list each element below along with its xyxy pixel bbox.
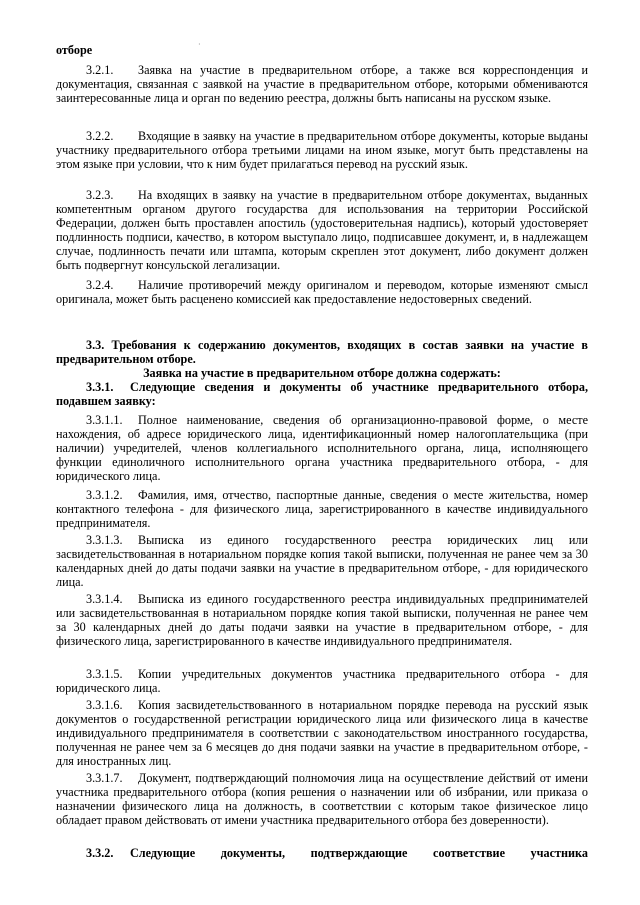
clause-text: Фамилия, имя, отчество, паспортные данные, сведения о месте жительства, номер контактного телефона - для физического лица, зарегистрированного в качестве индивидуального предпринимателя. <box>56 488 588 530</box>
paragraph-3-3-1 <box>56 380 588 408</box>
clause-text: Наличие противоречий между оригиналом и переводом, которые изменяют смысл оригинала, может быть расценено комиссией как предоставление недостоверных сведений. <box>56 278 588 306</box>
paragraph-3-2-1 <box>56 63 588 105</box>
paragraph-3-2-2 <box>56 129 588 171</box>
clause-number: 3.3.1.5. <box>86 667 123 681</box>
clause-text: Выписка из единого государственного реестра индивидуальных предпринимателей или засвидетельствованная в нотариальном порядке копия такой выписки, полученная не ранее чем за 30 календарных дней до даты подачи заявки на участие в предварительном отборе, - для физического лица, зарегистрированного в качестве индивидуального предпринимателя. <box>56 592 588 648</box>
clause-text: Выписка из единого государственного реестра юридических лиц или засвидетельствованная в нотариальном порядке копия такой выписки, полученная не ранее чем за 30 календарных дней до даты подачи заявки на участие в предварительном отборе, - для юридического лица. <box>56 533 588 589</box>
heading-tail: отборе <box>56 43 93 57</box>
section-3-3-heading <box>56 338 588 380</box>
clause-text: Следующие документы, подтверждающие соответствие участника <box>130 846 588 860</box>
clause-number: 3.2.1. <box>86 63 114 77</box>
clause-text: Входящие в заявку на участие в предварительном отборе документы, которые выданы участнику предварительного отбора третьими лицами на ином языке, могут быть представлены на этом языке при условии, что к ним будет прилагаться перевод на русский язык. <box>56 129 588 171</box>
clause-number: 3.3.1.3. <box>86 533 123 547</box>
clause-text: Следующие сведения и документы об участнике предварительного отбора, подавшем заявку: <box>56 380 588 408</box>
clause-number: 3.3.1.2. <box>86 488 123 502</box>
clause-number: 3.3.1.1. <box>86 413 123 427</box>
paragraph-3-3-1-7 <box>56 771 588 827</box>
paragraph-3-3-1-2 <box>56 488 588 530</box>
paragraph-3-3-1-4 <box>56 592 588 648</box>
paragraph-3-3-1-3 <box>56 533 588 589</box>
clause-text: Копии учредительных документов участника предварительного отбора - для юридического лица. <box>56 667 588 695</box>
paragraph-3-2-3 <box>56 188 588 272</box>
section-title: 3.3. Требования к содержанию документов, входящих в состав заявки на участие в предварительном отборе. <box>56 338 588 366</box>
clause-text: Документ, подтверждающий полномочия лица на осуществление действий от имени участника предварительного отбора (копия решения о назначении или об избрании, или приказа о назначении физического лица на должность, в соответствии с которым такое физическое лицо обладает правом действовать от имени участника предварительного отбора без доверенности). <box>56 771 588 827</box>
paragraph-3-3-1-6 <box>56 698 588 768</box>
clause-text: Копия засвидетельствованного в нотариальном порядке перевода на русский язык документов о государственной регистрации юридического лица или физического лица в качестве индивидуального предпринимателя в соответствии с законодательством иностранного государства, полученная не ранее чем за 6 месяцев до дня подачи заявки на участие в предварительном отборе, - для иностранных лиц. <box>56 698 588 768</box>
clause-number: 3.3.1.7. <box>86 771 123 785</box>
clause-number: 3.2.3. <box>86 188 114 202</box>
clause-text: Заявка на участие в предварительном отборе, а также вся корреспонденция и документация, связанная с заявкой на участие в предварительном отборе, которыми обмениваются заинтересованные лица и орган по ведению реестра, должны быть написаны на русском языке. <box>56 63 588 105</box>
clause-number: 3.2.4. <box>86 278 114 292</box>
paragraph-3-3-1-5 <box>56 667 588 695</box>
clause-number: 3.3.1.4. <box>86 592 123 606</box>
clause-number: 3.2.2. <box>86 129 114 143</box>
paragraph-3-3-2 <box>56 846 588 860</box>
paragraph-3-2-4 <box>56 278 588 306</box>
scan-dot: · <box>198 40 201 49</box>
clause-number: 3.3.2. <box>86 846 114 860</box>
clause-number: 3.3.1. <box>86 380 114 394</box>
clause-text: На входящих в заявку на участие в предварительном отборе документах, выданных компетентным органом другого государства для использования на территории Российской Федерации, должен быть проставлен апостиль (удостоверительная надпись), который удостоверяет подлинность подписи, качество, в котором выступало лицо, подписавшее документ, и, в надлежащем случае, подлинность печати или штампа, которым скреплен этот документ, либо документ должен быть подвергнут консульской легализации. <box>56 188 588 272</box>
clause-text: Полное наименование, сведения об организационно-правовой форме, о месте нахождения, об адресе юридического лица, идентификационный номер налогоплательщика (при наличии) учредителей, членов коллегиального исполнительного органа, лица, исполняющего функции единоличного исполнительного органа участника предварительного отбора, - для юридического лица. <box>56 413 588 483</box>
paragraph-3-3-1-1 <box>56 413 588 483</box>
section-subtitle: Заявка на участие в предварительном отборе должна содержать: <box>143 366 501 380</box>
clause-number: 3.3.1.6. <box>86 698 123 712</box>
